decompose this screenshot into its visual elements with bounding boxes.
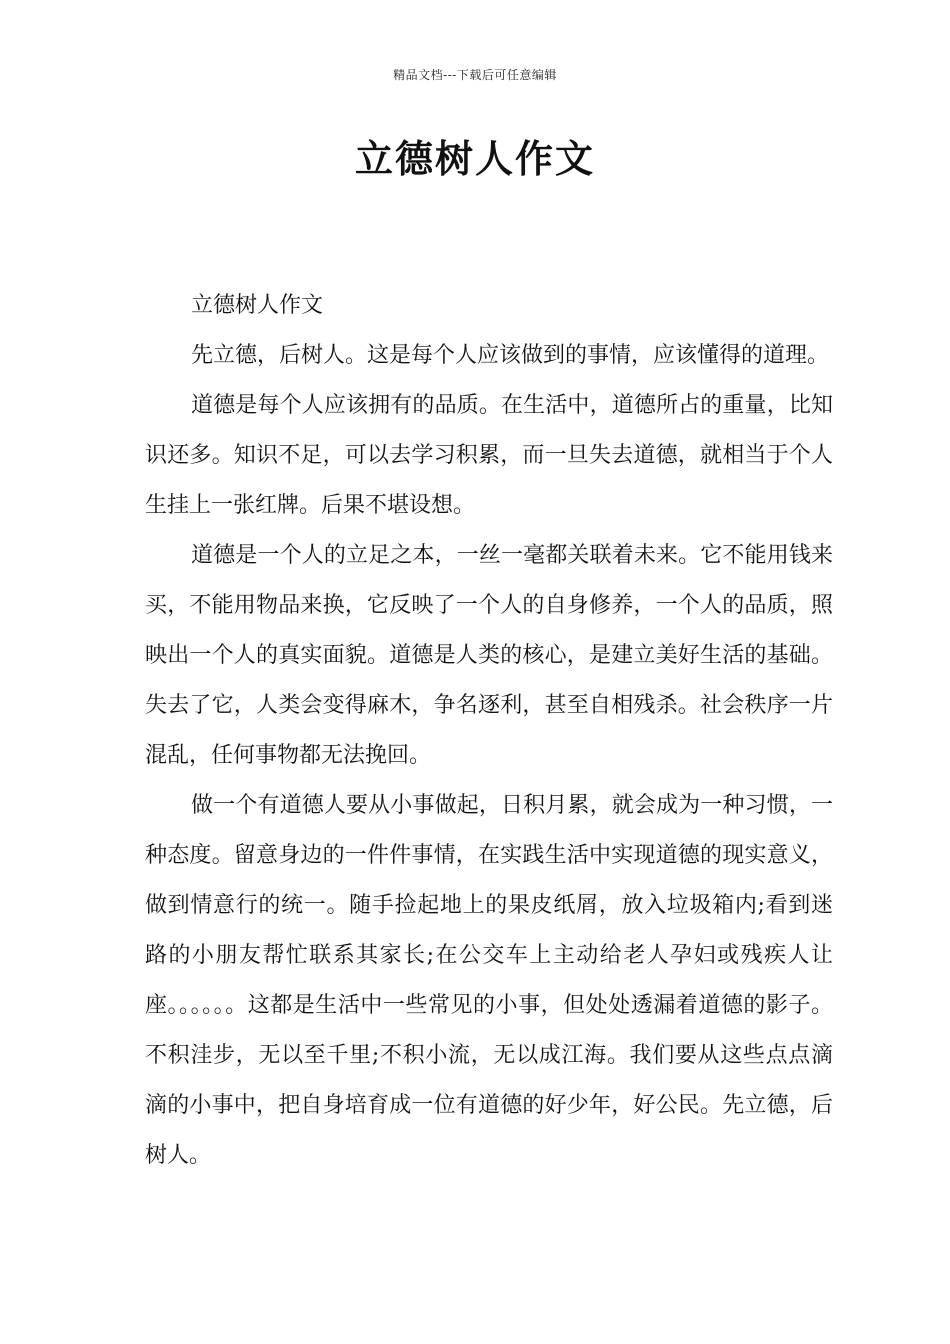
document-title: 立德树人作文 [354,137,595,181]
paragraph-2: 道德是每个人应该拥有的品质。在生活中，道德所占的重量，比知识还多。知识不足，可以去学习积累，而一旦失去道德，就相当于个人生挂上一张红牌。后果不堪设想。 [145,393,833,518]
paragraph-subtitle: 立德树人作文 [191,293,324,318]
document-body [145,281,833,1181]
paragraph-4: 做一个有道德人要从小事做起，日积月累，就会成为一种习惯，一种态度。留意身边的一件件事情，在实践生活中实现道德的现实意义，做到情意行的统一。随手捡起地上的果皮纸屑，放入垃圾箱内;看到迷路的小朋友帮忙联系其家长;在公交车上主动给老人孕妇或残疾人让座。。。。。。这都是生活中一些常见的小事，但处处透漏着道德的影子。不积洼步，无以至千里;不积小流，无以成江海。我们要从这些点点滴滴的小事中，把自身培育成一位有道德的好少年，好公民。先立德，后树人。 [145,793,833,1168]
header-note: 精品文档---下载后可任意编辑 [393,68,557,82]
paragraph-3: 道德是一个人的立足之本，一丝一毫都关联着未来。它不能用钱来买，不能用物品来换，它反映了一个人的自身修养，一个人的品质，照映出一个人的真实面貌。道德是人类的核心，是建立美好生活的基础。失去了它，人类会变得麻木，争名逐利，甚至自相残杀。社会秩序一片混乱，任何事物都无法挽回。 [145,543,833,768]
paragraph-1: 先立德，后树人。这是每个人应该做到的事情，应该懂得的道理。 [191,343,830,368]
